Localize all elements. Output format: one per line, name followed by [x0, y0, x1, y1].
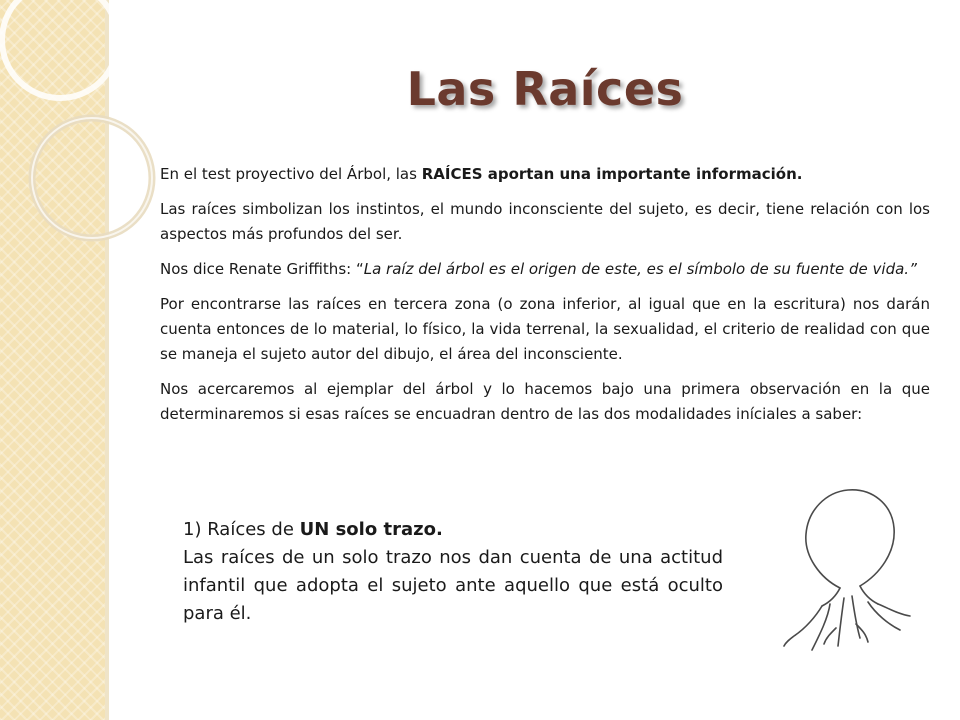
quote-text: La raíz del árbol es el origen de este, es el símbolo de su fuente de vida.	[363, 260, 910, 278]
paragraph-quote	[160, 257, 930, 282]
paragraph-symbolism: Las raíces simbolizan los instintos, el mundo inconsciente del sujeto, es decir, tiene relación con los aspectos más profundos del ser.	[160, 200, 930, 243]
section-heading-text: 1) Raíces de	[183, 519, 300, 540]
page-title: Las Raíces	[406, 62, 684, 116]
intro-text: En el test proyectivo del Árbol, las	[160, 165, 422, 183]
tree-root-drawing	[772, 478, 937, 668]
quote-close: ”	[909, 260, 917, 278]
section-single-stroke	[183, 516, 723, 628]
section-heading-bold: UN solo trazo.	[299, 519, 443, 540]
quote-lead: Nos dice Renate Griffiths: “	[160, 260, 364, 278]
paragraph-zone: Por encontrarse las raíces en tercera zona (o zona inferior, al igual que en la escritura) nos darán cuenta entonces de lo material, lo físico, la vida terrenal, la sexualidad, el criterio de realidad con que se maneja el sujeto autor del dibujo, el área del inconsciente.	[160, 295, 930, 363]
section-heading	[183, 516, 723, 544]
paragraph-observation: Nos acercaremos al ejemplar del árbol y lo hacemos bajo una primera observación en la que determinaremos si esas raíces se encuadran dentro de las dos modalidades iníciales a saber:	[160, 380, 930, 423]
section-body: Las raíces de un solo trazo nos dan cuenta de una actitud infantil que adopta el sujeto ante aquello que está oculto para él.	[183, 547, 723, 624]
paragraph-intro	[160, 162, 930, 187]
main-content	[160, 162, 930, 437]
intro-bold: RAÍCES aportan una importante información.	[421, 165, 803, 183]
